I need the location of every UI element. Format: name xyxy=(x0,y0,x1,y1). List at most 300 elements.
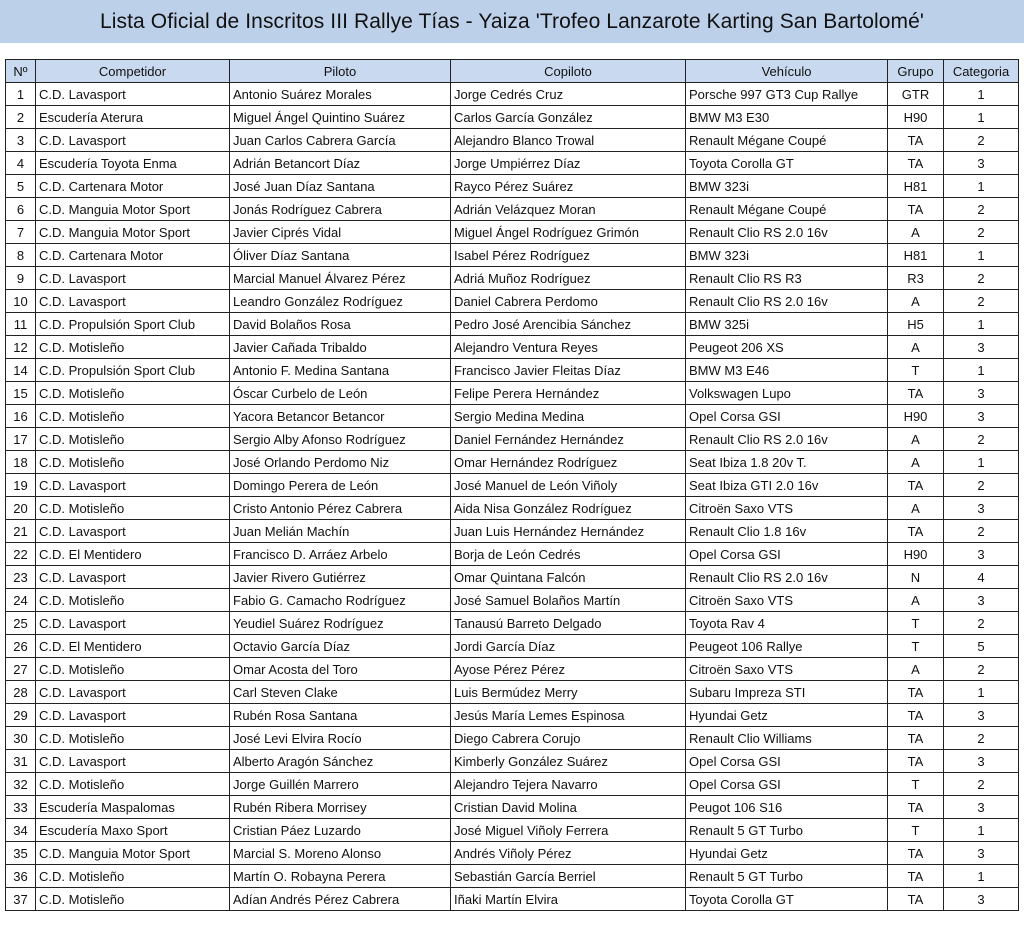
cell-competitor: Escudería Toyota Enma xyxy=(36,152,230,175)
cell-driver: Rubén Rosa Santana xyxy=(230,704,451,727)
cell-category: 1 xyxy=(944,681,1019,704)
cell-group: A xyxy=(888,221,944,244)
cell-vehicle: Seat Ibiza 1.8 20v T. xyxy=(686,451,888,474)
cell-category: 3 xyxy=(944,750,1019,773)
cell-number: 22 xyxy=(6,543,36,566)
cell-group: A xyxy=(888,451,944,474)
cell-vehicle: Hyundai Getz xyxy=(686,842,888,865)
table-row xyxy=(6,681,1019,704)
cell-competitor: C.D. Motisleño xyxy=(36,589,230,612)
cell-competitor: C.D. Motisleño xyxy=(36,773,230,796)
cell-codriver: Alejandro Tejera Navarro xyxy=(451,773,686,796)
cell-number: 25 xyxy=(6,612,36,635)
cell-driver: Alberto Aragón Sánchez xyxy=(230,750,451,773)
cell-codriver: Jorge Umpiérrez Díaz xyxy=(451,152,686,175)
table-row xyxy=(6,382,1019,405)
cell-driver: José Orlando Perdomo Niz xyxy=(230,451,451,474)
cell-group: H90 xyxy=(888,405,944,428)
column-header-category: Categoria xyxy=(944,60,1019,83)
cell-group: TA xyxy=(888,198,944,221)
table-row xyxy=(6,336,1019,359)
cell-group: N xyxy=(888,566,944,589)
cell-number: 29 xyxy=(6,704,36,727)
cell-driver: Yeudiel Suárez Rodríguez xyxy=(230,612,451,635)
cell-driver: Carl Steven Clake xyxy=(230,681,451,704)
cell-competitor: C.D. Motisleño xyxy=(36,727,230,750)
cell-competitor: C.D. Motisleño xyxy=(36,865,230,888)
cell-codriver: Jordi García Díaz xyxy=(451,635,686,658)
table-row xyxy=(6,635,1019,658)
cell-driver: Domingo Perera de León xyxy=(230,474,451,497)
table-row xyxy=(6,129,1019,152)
cell-driver: José Levi Elvira Rocío xyxy=(230,727,451,750)
cell-group: TA xyxy=(888,865,944,888)
cell-codriver: Cristian David Molina xyxy=(451,796,686,819)
cell-vehicle: Renault Clio RS 2.0 16v xyxy=(686,290,888,313)
table-row xyxy=(6,819,1019,842)
column-header-codriver: Copiloto xyxy=(451,60,686,83)
cell-category: 2 xyxy=(944,290,1019,313)
cell-category: 5 xyxy=(944,635,1019,658)
cell-competitor: C.D. Lavasport xyxy=(36,474,230,497)
cell-competitor: C.D. Lavasport xyxy=(36,267,230,290)
cell-driver: Octavio García Díaz xyxy=(230,635,451,658)
cell-competitor: C.D. Motisleño xyxy=(36,382,230,405)
cell-category: 2 xyxy=(944,267,1019,290)
cell-driver: Antonio Suárez Morales xyxy=(230,83,451,106)
cell-group: A xyxy=(888,428,944,451)
cell-group: TA xyxy=(888,474,944,497)
cell-competitor: C.D. Propulsión Sport Club xyxy=(36,359,230,382)
cell-driver: Omar Acosta del Toro xyxy=(230,658,451,681)
cell-category: 1 xyxy=(944,359,1019,382)
cell-group: TA xyxy=(888,382,944,405)
table-row xyxy=(6,221,1019,244)
cell-number: 7 xyxy=(6,221,36,244)
table-row xyxy=(6,727,1019,750)
cell-competitor: C.D. Lavasport xyxy=(36,290,230,313)
cell-codriver: Kimberly González Suárez xyxy=(451,750,686,773)
cell-vehicle: Citroën Saxo VTS xyxy=(686,658,888,681)
cell-category: 1 xyxy=(944,244,1019,267)
cell-codriver: Adrián Velázquez Moran xyxy=(451,198,686,221)
cell-category: 3 xyxy=(944,382,1019,405)
cell-number: 28 xyxy=(6,681,36,704)
cell-vehicle: Renault Clio RS 2.0 16v xyxy=(686,428,888,451)
cell-codriver: Andrés Viñoly Pérez xyxy=(451,842,686,865)
cell-number: 8 xyxy=(6,244,36,267)
cell-group: R3 xyxy=(888,267,944,290)
cell-codriver: Carlos García González xyxy=(451,106,686,129)
page-title: Lista Oficial de Inscritos III Rallye Tías - Yaiza 'Trofeo Lanzarote Karting San Bartolomé' xyxy=(99,9,925,33)
cell-vehicle: BMW M3 E30 xyxy=(686,106,888,129)
cell-competitor: C.D. Lavasport xyxy=(36,566,230,589)
cell-category: 1 xyxy=(944,106,1019,129)
cell-group: TA xyxy=(888,842,944,865)
cell-competitor: C.D. Motisleño xyxy=(36,888,230,911)
cell-competitor: C.D. Lavasport xyxy=(36,681,230,704)
cell-category: 3 xyxy=(944,704,1019,727)
cell-category: 2 xyxy=(944,727,1019,750)
cell-driver: José Juan Díaz Santana xyxy=(230,175,451,198)
cell-codriver: Aida Nisa González Rodríguez xyxy=(451,497,686,520)
table-row xyxy=(6,842,1019,865)
cell-number: 5 xyxy=(6,175,36,198)
cell-number: 11 xyxy=(6,313,36,336)
cell-number: 1 xyxy=(6,83,36,106)
cell-competitor: Escudería Aterura xyxy=(36,106,230,129)
cell-vehicle: Renault Clio Williams xyxy=(686,727,888,750)
cell-vehicle: Renault 5 GT Turbo xyxy=(686,819,888,842)
table-row xyxy=(6,106,1019,129)
table-row xyxy=(6,198,1019,221)
cell-group: T xyxy=(888,612,944,635)
cell-codriver: Iñaki Martín Elvira xyxy=(451,888,686,911)
table-row xyxy=(6,796,1019,819)
cell-codriver: Rayco Pérez Suárez xyxy=(451,175,686,198)
cell-vehicle: Peugeot 106 Rallye xyxy=(686,635,888,658)
cell-number: 34 xyxy=(6,819,36,842)
cell-vehicle: Hyundai Getz xyxy=(686,704,888,727)
table-row xyxy=(6,497,1019,520)
cell-category: 2 xyxy=(944,129,1019,152)
cell-driver: Yacora Betancor Betancor xyxy=(230,405,451,428)
cell-category: 2 xyxy=(944,198,1019,221)
cell-driver: Sergio Alby Afonso Rodríguez xyxy=(230,428,451,451)
cell-group: H90 xyxy=(888,543,944,566)
cell-codriver: Felipe Perera Hernández xyxy=(451,382,686,405)
cell-driver: Javier Ciprés Vidal xyxy=(230,221,451,244)
cell-codriver: Sebastián García Berriel xyxy=(451,865,686,888)
cell-competitor: C.D. Manguia Motor Sport xyxy=(36,198,230,221)
cell-group: A xyxy=(888,497,944,520)
cell-number: 20 xyxy=(6,497,36,520)
table-row xyxy=(6,313,1019,336)
cell-vehicle: Toyota Corolla GT xyxy=(686,888,888,911)
cell-group: H81 xyxy=(888,175,944,198)
table-row xyxy=(6,658,1019,681)
cell-category: 4 xyxy=(944,566,1019,589)
cell-category: 2 xyxy=(944,773,1019,796)
cell-competitor: Escudería Maspalomas xyxy=(36,796,230,819)
cell-vehicle: Opel Corsa GSI xyxy=(686,543,888,566)
cell-codriver: José Miguel Viñoly Ferrera xyxy=(451,819,686,842)
cell-driver: Juan Melián Machín xyxy=(230,520,451,543)
cell-group: TA xyxy=(888,520,944,543)
cell-vehicle: BMW 323i xyxy=(686,244,888,267)
cell-codriver: Borja de León Cedrés xyxy=(451,543,686,566)
cell-vehicle: Renault Clio RS 2.0 16v xyxy=(686,566,888,589)
cell-category: 2 xyxy=(944,428,1019,451)
cell-category: 2 xyxy=(944,221,1019,244)
cell-category: 1 xyxy=(944,83,1019,106)
cell-category: 1 xyxy=(944,819,1019,842)
cell-group: T xyxy=(888,819,944,842)
cell-group: TA xyxy=(888,681,944,704)
cell-group: H90 xyxy=(888,106,944,129)
cell-group: A xyxy=(888,589,944,612)
cell-category: 2 xyxy=(944,658,1019,681)
cell-vehicle: Renault Mégane Coupé xyxy=(686,198,888,221)
cell-driver: Juan Carlos Cabrera García xyxy=(230,129,451,152)
cell-codriver: Jorge Cedrés Cruz xyxy=(451,83,686,106)
cell-codriver: Alejandro Blanco Trowal xyxy=(451,129,686,152)
cell-vehicle: Renault Clio RS R3 xyxy=(686,267,888,290)
cell-group: TA xyxy=(888,727,944,750)
cell-vehicle: BMW 325i xyxy=(686,313,888,336)
cell-group: A xyxy=(888,658,944,681)
cell-vehicle: Opel Corsa GSI xyxy=(686,405,888,428)
cell-driver: Marcial Manuel Álvarez Pérez xyxy=(230,267,451,290)
cell-codriver: José Manuel de León Viñoly xyxy=(451,474,686,497)
table-row xyxy=(6,474,1019,497)
cell-category: 3 xyxy=(944,543,1019,566)
cell-category: 1 xyxy=(944,313,1019,336)
cell-competitor: C.D. El Mentidero xyxy=(36,543,230,566)
cell-vehicle: Renault Mégane Coupé xyxy=(686,129,888,152)
cell-driver: Martín O. Robayna Perera xyxy=(230,865,451,888)
cell-group: TA xyxy=(888,152,944,175)
cell-number: 10 xyxy=(6,290,36,313)
table-row xyxy=(6,543,1019,566)
cell-codriver: Jesús María Lemes Espinosa xyxy=(451,704,686,727)
cell-codriver: José Samuel Bolaños Martín xyxy=(451,589,686,612)
cell-codriver: Miguel Ángel Rodríguez Grimón xyxy=(451,221,686,244)
cell-competitor: C.D. Cartenara Motor xyxy=(36,175,230,198)
cell-group: H81 xyxy=(888,244,944,267)
column-header-number: Nº xyxy=(6,60,36,83)
cell-category: 3 xyxy=(944,888,1019,911)
cell-competitor: C.D. Motisleño xyxy=(36,428,230,451)
table-row xyxy=(6,451,1019,474)
cell-vehicle: Seat Ibiza GTI 2.0 16v xyxy=(686,474,888,497)
cell-number: 33 xyxy=(6,796,36,819)
cell-number: 32 xyxy=(6,773,36,796)
cell-group: T xyxy=(888,359,944,382)
cell-vehicle: Citroën Saxo VTS xyxy=(686,589,888,612)
cell-category: 2 xyxy=(944,520,1019,543)
table-row xyxy=(6,359,1019,382)
cell-codriver: Diego Cabrera Corujo xyxy=(451,727,686,750)
table-row xyxy=(6,773,1019,796)
table-row xyxy=(6,612,1019,635)
entry-list-table xyxy=(5,59,1019,911)
column-header-competitor: Competidor xyxy=(36,60,230,83)
cell-codriver: Daniel Fernández Hernández xyxy=(451,428,686,451)
cell-category: 3 xyxy=(944,589,1019,612)
cell-number: 21 xyxy=(6,520,36,543)
table-row xyxy=(6,428,1019,451)
cell-vehicle: BMW M3 E46 xyxy=(686,359,888,382)
cell-category: 2 xyxy=(944,612,1019,635)
table-body xyxy=(6,83,1019,911)
header-row xyxy=(6,60,1019,83)
cell-category: 3 xyxy=(944,336,1019,359)
cell-driver: Adían Andrés Pérez Cabrera xyxy=(230,888,451,911)
table-row xyxy=(6,175,1019,198)
column-header-vehicle: Vehículo xyxy=(686,60,888,83)
cell-number: 35 xyxy=(6,842,36,865)
table-row xyxy=(6,750,1019,773)
cell-category: 3 xyxy=(944,497,1019,520)
cell-category: 3 xyxy=(944,152,1019,175)
cell-driver: Miguel Ángel Quintino Suárez xyxy=(230,106,451,129)
cell-competitor: C.D. Motisleño xyxy=(36,336,230,359)
cell-group: TA xyxy=(888,129,944,152)
cell-group: TA xyxy=(888,750,944,773)
cell-vehicle: BMW 323i xyxy=(686,175,888,198)
cell-competitor: C.D. Motisleño xyxy=(36,451,230,474)
cell-vehicle: Renault Clio RS 2.0 16v xyxy=(686,221,888,244)
cell-number: 4 xyxy=(6,152,36,175)
cell-vehicle: Porsche 997 GT3 Cup Rallye xyxy=(686,83,888,106)
cell-category: 1 xyxy=(944,865,1019,888)
cell-vehicle: Toyota Rav 4 xyxy=(686,612,888,635)
cell-number: 6 xyxy=(6,198,36,221)
cell-category: 1 xyxy=(944,175,1019,198)
table-row xyxy=(6,704,1019,727)
cell-codriver: Sergio Medina Medina xyxy=(451,405,686,428)
cell-number: 26 xyxy=(6,635,36,658)
cell-vehicle: Renault 5 GT Turbo xyxy=(686,865,888,888)
column-header-group: Grupo xyxy=(888,60,944,83)
cell-competitor: C.D. Manguia Motor Sport xyxy=(36,221,230,244)
cell-number: 15 xyxy=(6,382,36,405)
cell-number: 30 xyxy=(6,727,36,750)
cell-driver: Óscar Curbelo de León xyxy=(230,382,451,405)
cell-competitor: C.D. Motisleño xyxy=(36,405,230,428)
table-row xyxy=(6,244,1019,267)
cell-driver: Marcial S. Moreno Alonso xyxy=(230,842,451,865)
cell-vehicle: Opel Corsa GSI xyxy=(686,773,888,796)
cell-codriver: Daniel Cabrera Perdomo xyxy=(451,290,686,313)
cell-vehicle: Subaru Impreza STI xyxy=(686,681,888,704)
cell-competitor: C.D. Motisleño xyxy=(36,658,230,681)
cell-driver: Leandro González Rodríguez xyxy=(230,290,451,313)
cell-driver: Cristo Antonio Pérez Cabrera xyxy=(230,497,451,520)
cell-number: 9 xyxy=(6,267,36,290)
cell-competitor: C.D. El Mentidero xyxy=(36,635,230,658)
table-row xyxy=(6,267,1019,290)
cell-competitor: C.D. Lavasport xyxy=(36,129,230,152)
cell-competitor: Escudería Maxo Sport xyxy=(36,819,230,842)
cell-number: 18 xyxy=(6,451,36,474)
cell-codriver: Isabel Pérez Rodríguez xyxy=(451,244,686,267)
cell-driver: Francisco D. Arráez Arbelo xyxy=(230,543,451,566)
cell-number: 23 xyxy=(6,566,36,589)
cell-driver: Antonio F. Medina Santana xyxy=(230,359,451,382)
cell-number: 24 xyxy=(6,589,36,612)
cell-group: TA xyxy=(888,704,944,727)
cell-driver: Javier Rivero Gutiérrez xyxy=(230,566,451,589)
cell-codriver: Alejandro Ventura Reyes xyxy=(451,336,686,359)
cell-codriver: Tanausú Barreto Delgado xyxy=(451,612,686,635)
cell-number: 14 xyxy=(6,359,36,382)
cell-driver: Adrián Betancort Díaz xyxy=(230,152,451,175)
cell-number: 12 xyxy=(6,336,36,359)
cell-codriver: Pedro José Arencibia Sánchez xyxy=(451,313,686,336)
cell-number: 19 xyxy=(6,474,36,497)
cell-category: 1 xyxy=(944,451,1019,474)
cell-number: 17 xyxy=(6,428,36,451)
table-row xyxy=(6,566,1019,589)
table-row xyxy=(6,405,1019,428)
cell-category: 3 xyxy=(944,796,1019,819)
cell-group: A xyxy=(888,336,944,359)
cell-vehicle: Peugeot 206 XS xyxy=(686,336,888,359)
cell-category: 2 xyxy=(944,474,1019,497)
cell-driver: Cristian Páez Luzardo xyxy=(230,819,451,842)
cell-vehicle: Peugot 106 S16 xyxy=(686,796,888,819)
table-row xyxy=(6,888,1019,911)
cell-driver: David Bolaños Rosa xyxy=(230,313,451,336)
table-row xyxy=(6,83,1019,106)
cell-codriver: Luis Bermúdez Merry xyxy=(451,681,686,704)
cell-number: 27 xyxy=(6,658,36,681)
cell-codriver: Francisco Javier Fleitas Díaz xyxy=(451,359,686,382)
cell-competitor: C.D. Lavasport xyxy=(36,704,230,727)
cell-group: TA xyxy=(888,796,944,819)
cell-codriver: Juan Luis Hernández Hernández xyxy=(451,520,686,543)
table-row xyxy=(6,290,1019,313)
cell-group: GTR xyxy=(888,83,944,106)
cell-driver: Jorge Guillén Marrero xyxy=(230,773,451,796)
cell-vehicle: Renault Clio 1.8 16v xyxy=(686,520,888,543)
cell-competitor: C.D. Propulsión Sport Club xyxy=(36,313,230,336)
cell-driver: Javier Cañada Tribaldo xyxy=(230,336,451,359)
cell-competitor: C.D. Lavasport xyxy=(36,83,230,106)
cell-group: T xyxy=(888,773,944,796)
cell-number: 37 xyxy=(6,888,36,911)
cell-group: TA xyxy=(888,888,944,911)
table-row xyxy=(6,152,1019,175)
cell-group: A xyxy=(888,290,944,313)
cell-group: T xyxy=(888,635,944,658)
cell-competitor: C.D. Manguia Motor Sport xyxy=(36,842,230,865)
cell-vehicle: Volkswagen Lupo xyxy=(686,382,888,405)
cell-vehicle: Toyota Corolla GT xyxy=(686,152,888,175)
cell-number: 3 xyxy=(6,129,36,152)
cell-group: H5 xyxy=(888,313,944,336)
cell-number: 16 xyxy=(6,405,36,428)
cell-driver: Jonás Rodríguez Cabrera xyxy=(230,198,451,221)
cell-number: 2 xyxy=(6,106,36,129)
cell-driver: Óliver Díaz Santana xyxy=(230,244,451,267)
table-row xyxy=(6,520,1019,543)
cell-driver: Rubén Ribera Morrisey xyxy=(230,796,451,819)
cell-number: 36 xyxy=(6,865,36,888)
column-header-driver: Piloto xyxy=(230,60,451,83)
cell-driver: Fabio G. Camacho Rodríguez xyxy=(230,589,451,612)
cell-category: 3 xyxy=(944,842,1019,865)
cell-competitor: C.D. Lavasport xyxy=(36,750,230,773)
cell-codriver: Omar Hernández Rodríguez xyxy=(451,451,686,474)
cell-codriver: Adriá Muñoz Rodríguez xyxy=(451,267,686,290)
cell-vehicle: Citroën Saxo VTS xyxy=(686,497,888,520)
cell-codriver: Omar Quintana Falcón xyxy=(451,566,686,589)
table-row xyxy=(6,865,1019,888)
cell-competitor: C.D. Motisleño xyxy=(36,497,230,520)
cell-category: 3 xyxy=(944,405,1019,428)
cell-vehicle: Opel Corsa GSI xyxy=(686,750,888,773)
cell-number: 31 xyxy=(6,750,36,773)
table-row xyxy=(6,589,1019,612)
cell-codriver: Ayose Pérez Pérez xyxy=(451,658,686,681)
cell-competitor: C.D. Lavasport xyxy=(36,612,230,635)
cell-competitor: C.D. Lavasport xyxy=(36,520,230,543)
cell-competitor: C.D. Cartenara Motor xyxy=(36,244,230,267)
title-banner xyxy=(0,0,1024,43)
